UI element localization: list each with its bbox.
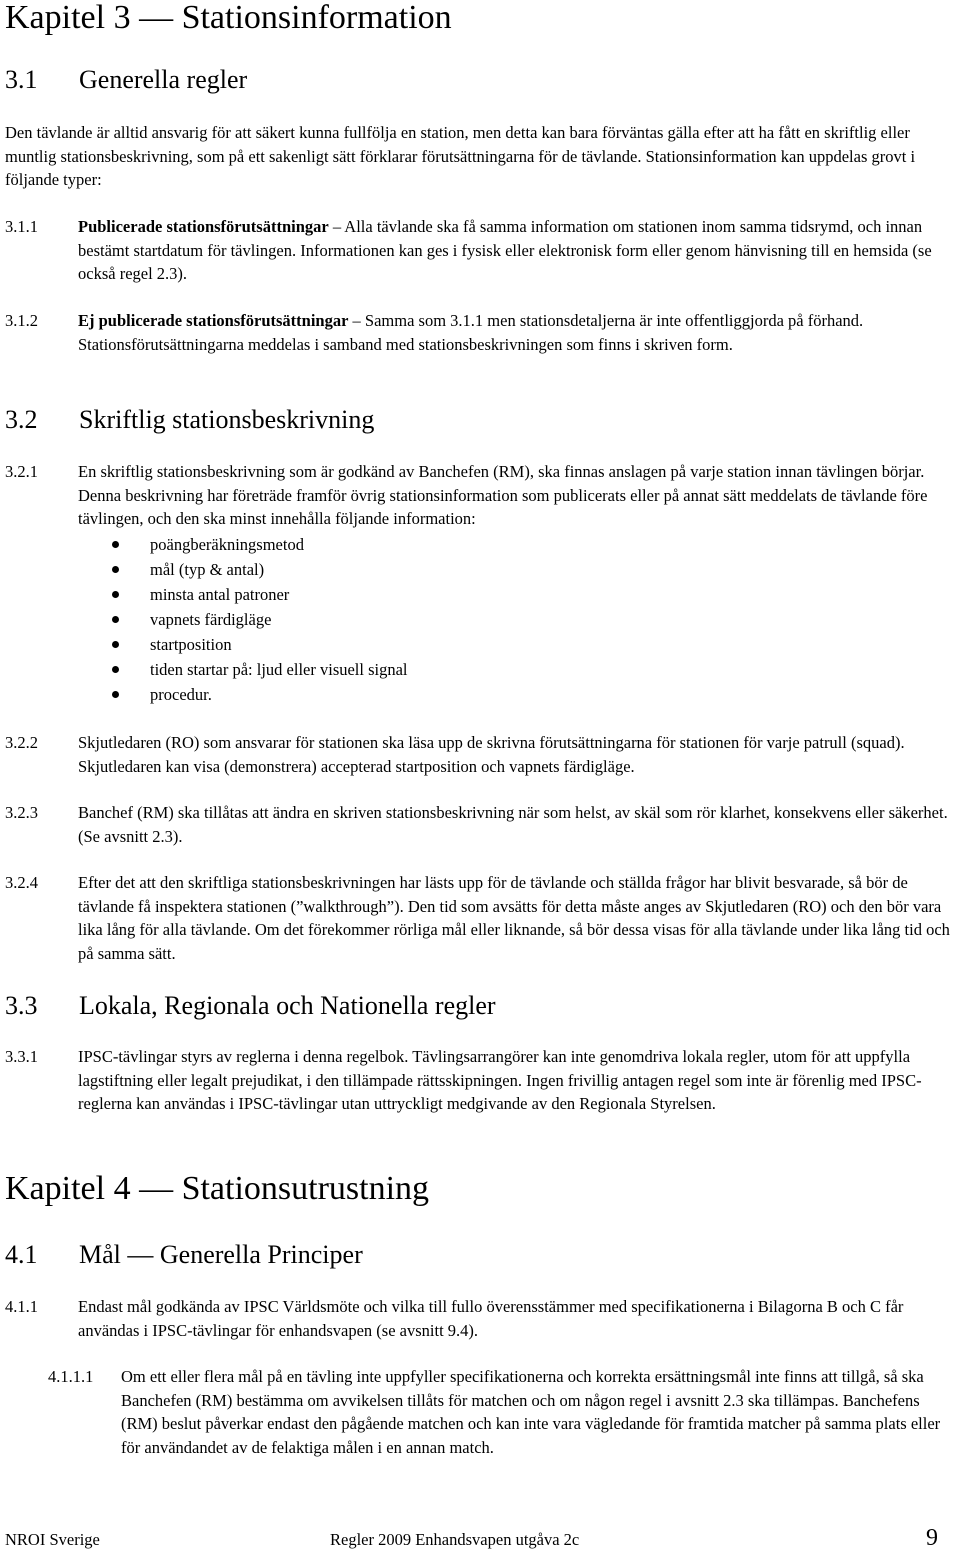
page-number: 9 <box>926 1525 938 1551</box>
list-item <box>112 532 408 557</box>
item-bold-heading: Publicerade stationsförutsättningar <box>78 217 329 236</box>
section-3-3-heading <box>5 991 705 1021</box>
item-body: – Alla tävlande ska få samma information om stationen inom samma tidsrymd, och innan bestämt startdatum för tävlingen. Informationen kan ges i fysisk eller elektronisk form eller genom hänvisning till en hemsida (se också regel 2.3). <box>78 217 932 283</box>
section-number: 3.2 <box>5 405 38 434</box>
info-bullet-list <box>112 532 408 707</box>
item-number: 3.2.4 <box>5 873 38 892</box>
item-3-2-1-text: En skriftlig stationsbeskrivning som är godkänd av Banchefen (RM), ska finnas anslagen på varje station innan tävlingen börjar. Denna beskrivning har företräde framför övrig stationsinformation som publicerats eller på annat sätt meddelats de tävlande före tävlingen, och den ska minst innehålla följande information: <box>78 462 928 528</box>
section-title: Skriftlig stationsbeskrivning <box>79 405 375 434</box>
chapter-3-title: Kapitel 3 — Stationsinformation <box>5 0 452 36</box>
item-3-1-2-text <box>78 309 958 356</box>
list-item-text: procedur. <box>150 685 212 704</box>
section-3-2-heading <box>5 405 605 435</box>
section-number: 3.3 <box>5 991 38 1020</box>
bullet-icon <box>112 591 119 598</box>
item-number: 3.2.2 <box>5 733 38 752</box>
section-number: 4.1 <box>5 1240 38 1269</box>
item-3-2-4-text: Efter det att den skriftliga stationsbeskrivningen har lästs upp för de tävlande och ställda frågor har blivit besvarade, så bör de tävlande få inspektera stationen (”walkthrough”). Den tid som avsätts för detta måste anges av Skjutledaren (RO) och den bör vara lika lång för alla tävlande. Om det förekommer rörliga mål eller liknande, så bör dessa visas för alla tävlande under lika lång tid och på samma sätt. <box>78 873 950 963</box>
item-number: 3.2.3 <box>5 803 38 822</box>
bullet-icon <box>112 566 119 573</box>
bullet-icon <box>112 666 119 673</box>
item-number: 3.3.1 <box>5 1047 38 1066</box>
footer-left: NROI Sverige <box>5 1530 100 1549</box>
list-item <box>112 632 408 657</box>
section-title: Generella regler <box>79 65 248 94</box>
item-body: – Samma som 3.1.1 men stationsdetaljerna är inte offentliggjorda på förhand. Stationsförutsättningarna meddelas i samband med stationsbeskrivningen som finns i skriven form. <box>78 311 864 354</box>
section-number: 3.1 <box>5 65 38 94</box>
list-item-text: mål (typ & antal) <box>150 560 265 579</box>
item-number: 4.1.1.1 <box>48 1367 94 1386</box>
item-4-1-1-text: Endast mål godkända av IPSC Världsmöte och vilka till fullo överensstämmer med specifikationerna i Bilagorna B och C får användas i IPSC-tävlingar för enhandsvapen (se avsnitt 9.4). <box>78 1297 904 1340</box>
list-item-text: poängberäkningsmetod <box>150 535 304 554</box>
item-number: 3.1.2 <box>5 311 38 330</box>
section-4-1-heading <box>5 1240 605 1270</box>
section-title: Mål — Generella Principer <box>79 1240 363 1269</box>
bullet-icon <box>112 641 119 648</box>
bullet-icon <box>112 691 119 698</box>
list-item-text: vapnets färdigläge <box>150 610 272 629</box>
section-3-1-heading <box>5 65 605 95</box>
list-item <box>112 682 408 707</box>
bullet-icon <box>112 541 119 548</box>
footer-center: Regler 2009 Enhandsvapen utgåva 2c <box>330 1530 580 1549</box>
section-title: Lokala, Regionala och Nationella regler <box>79 991 496 1020</box>
item-3-2-3-text: Banchef (RM) ska tillåtas att ändra en skriven stationsbeskrivning när som helst, av skäl som rör klarhet, konsekvens eller säkerhet. (Se avsnitt 2.3). <box>78 803 948 846</box>
item-4-1-1-1-text: Om ett eller flera mål på en tävling inte uppfyller specifikationerna och korrekta ersättningsmål inte finns att tillgå, så ska Banchefen (RM) bestämma om avvikelsen tillåts för matchen och om någon regel i avsnitt 2.3 ska tillämpas. Banchefens (RM) beslut påverkar endast den pågående matchen och kan inte vara vägledande för framtida matcher på samma plats eller för användandet av de felaktiga målen i en annan match. <box>121 1367 941 1457</box>
list-item <box>112 557 408 582</box>
item-bold-heading: Ej publicerade stationsförutsättningar <box>78 311 349 330</box>
item-number: 4.1.1 <box>5 1297 38 1316</box>
list-item <box>112 607 408 632</box>
list-item-text: startposition <box>150 635 232 654</box>
item-3-3-1-text: IPSC-tävlingar styrs av reglerna i denna regelbok. Tävlingsarrangörer kan inte genomdriva lokala regler, utom för att uppfylla lagstiftning eller legalt prejudikat, i den tillämpade rättsskipningen. Ingen frivillig antagen regel som inte är förenlig med IPSC-reglerna kan användas i IPSC-tävlingar utan uttryckligt medgivande av den Regionala Styrelsen. <box>78 1047 922 1113</box>
item-3-2-2-text: Skjutledaren (RO) som ansvarar för stationen ska läsa upp de skrivna förutsättningarna för stationen för varje patrull (squad). Skjutledaren kan visa (demonstrera) accepterad startposition och vapnets färdigläge. <box>78 733 905 776</box>
chapter-4-title: Kapitel 4 — Stationsutrustning <box>5 1170 430 1207</box>
bullet-icon <box>112 616 119 623</box>
item-number: 3.1.1 <box>5 217 38 236</box>
list-item <box>112 582 408 607</box>
list-item-text: minsta antal patroner <box>150 585 290 604</box>
section-3-1-intro: Den tävlande är alltid ansvarig för att säkert kunna fullfölja en station, men detta kan bara förväntas gälla efter att ha fått en skriftlig eller muntlig stationsbeskrivning, som på ett sakenligt sätt förklarar förutsättningarna för de tävlande. Stationsinformation kan uppdelas grovt i följande typer: <box>5 123 916 189</box>
item-number: 3.2.1 <box>5 462 38 481</box>
list-item-text: tiden startar på: ljud eller visuell signal <box>150 660 408 679</box>
list-item <box>112 657 408 682</box>
item-3-1-1-text <box>78 215 958 286</box>
